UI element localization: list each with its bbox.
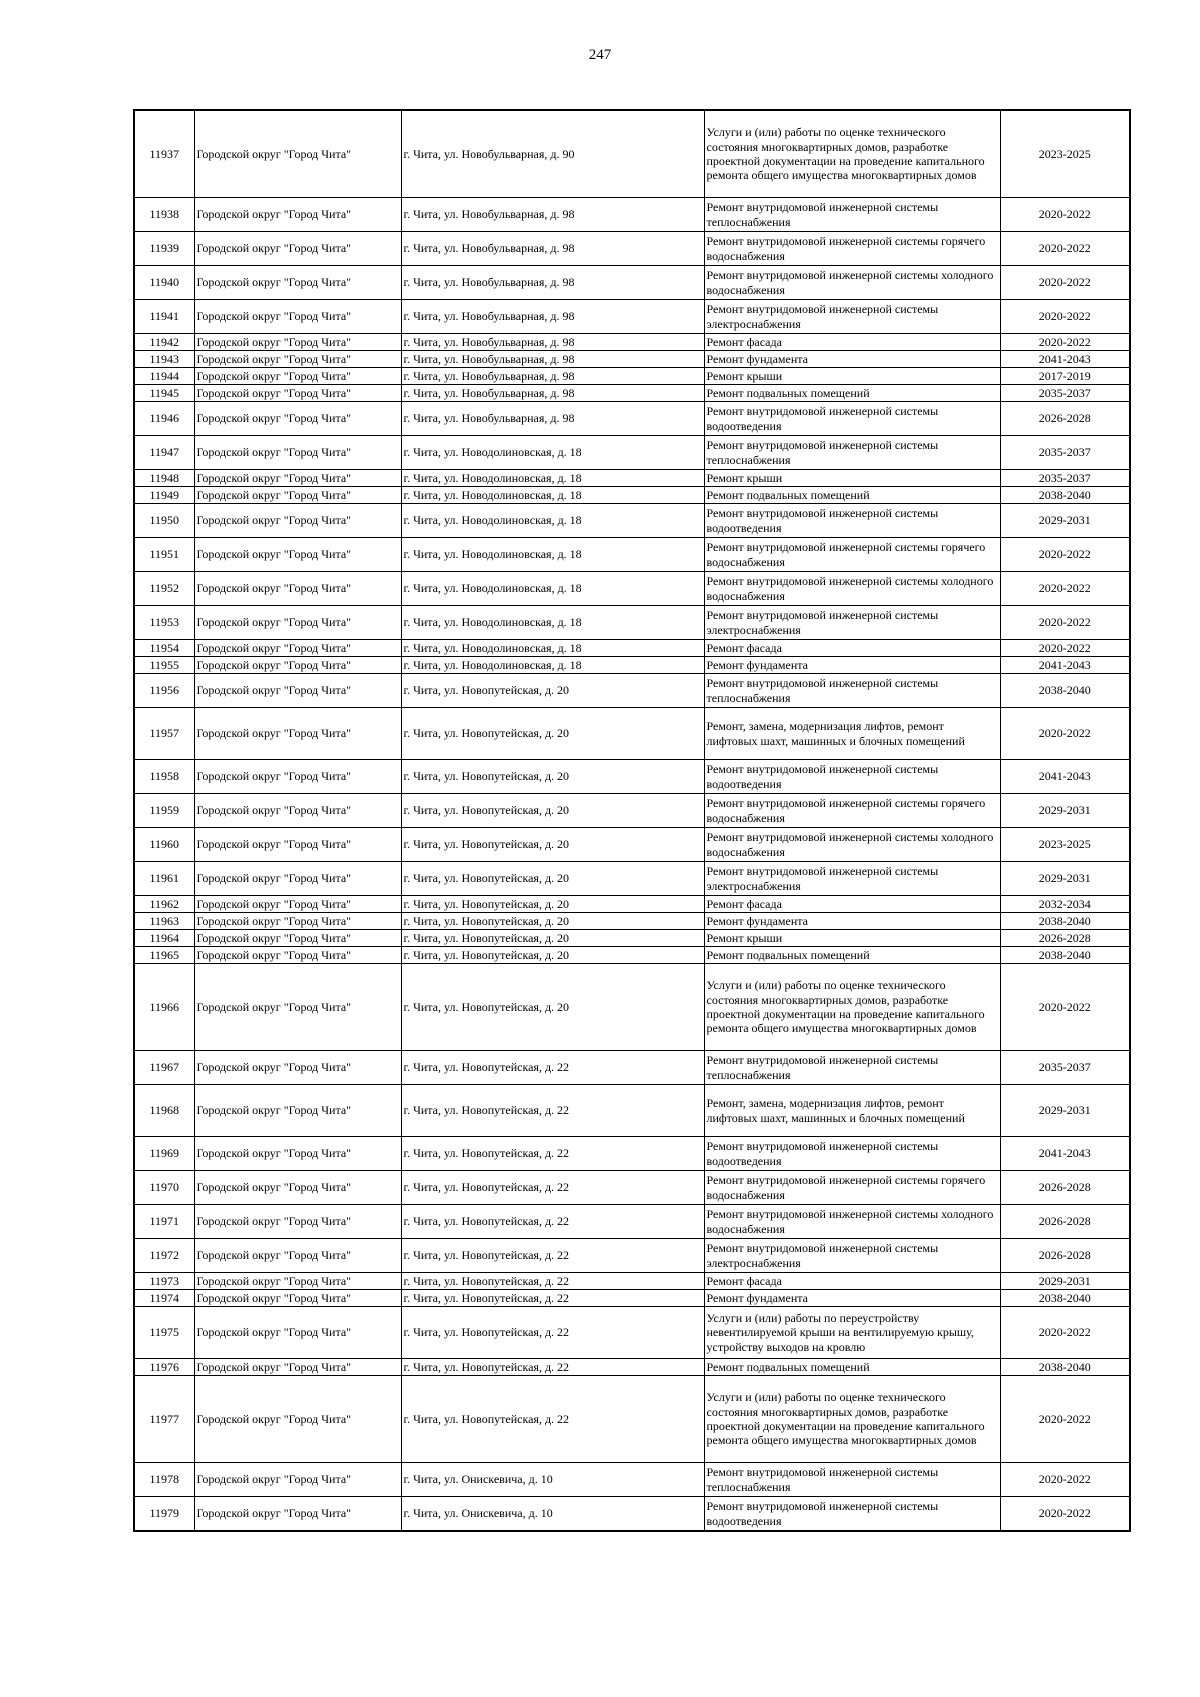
work-type-cell: Ремонт фасада	[704, 334, 1000, 351]
period-cell: 2029-2031	[1000, 504, 1130, 538]
table-row	[134, 1463, 1130, 1497]
repair-schedule-table	[133, 109, 1131, 1532]
municipality-cell: Городской округ "Город Чита"	[194, 640, 401, 657]
period-cell: 2035-2037	[1000, 436, 1130, 470]
row-number-cell: 11968	[134, 1085, 194, 1137]
row-number-cell: 11962	[134, 896, 194, 913]
municipality-cell: Городской округ "Город Чита"	[194, 300, 401, 334]
table-row	[134, 385, 1130, 402]
municipality-cell: Городской округ "Город Чита"	[194, 913, 401, 930]
address-cell: г. Чита, ул. Новобульварная, д. 98	[401, 402, 704, 436]
table-row	[134, 538, 1130, 572]
period-cell: 2041-2043	[1000, 1137, 1130, 1171]
address-cell: г. Чита, ул. Новодолиновская, д. 18	[401, 606, 704, 640]
address-cell: г. Чита, ул. Новодолиновская, д. 18	[401, 657, 704, 674]
period-cell: 2020-2022	[1000, 232, 1130, 266]
work-type-cell: Ремонт внутридомовой инженерной системы водоотведения	[704, 1137, 1000, 1171]
municipality-cell: Городской округ "Город Чита"	[194, 1085, 401, 1137]
period-cell: 2020-2022	[1000, 708, 1130, 760]
period-cell: 2020-2022	[1000, 198, 1130, 232]
work-type-cell: Ремонт внутридомовой инженерной системы теплоснабжения	[704, 1051, 1000, 1085]
table-row	[134, 334, 1130, 351]
table-row	[134, 1051, 1130, 1085]
table-row	[134, 606, 1130, 640]
table-row	[134, 1376, 1130, 1463]
municipality-cell: Городской округ "Город Чита"	[194, 1376, 401, 1463]
municipality-cell: Городской округ "Город Чита"	[194, 266, 401, 300]
period-cell: 2020-2022	[1000, 1497, 1130, 1532]
table-row	[134, 708, 1130, 760]
address-cell: г. Чита, ул. Новодолиновская, д. 18	[401, 572, 704, 606]
table-row	[134, 266, 1130, 300]
period-cell: 2035-2037	[1000, 1051, 1130, 1085]
row-number-cell: 11961	[134, 862, 194, 896]
row-number-cell: 11974	[134, 1290, 194, 1307]
row-number-cell: 11971	[134, 1205, 194, 1239]
work-type-cell: Ремонт крыши	[704, 470, 1000, 487]
municipality-cell: Городской округ "Город Чита"	[194, 487, 401, 504]
period-cell: 2020-2022	[1000, 538, 1130, 572]
row-number-cell: 11950	[134, 504, 194, 538]
row-number-cell: 11937	[134, 110, 194, 198]
municipality-cell: Городской округ "Город Чита"	[194, 1463, 401, 1497]
address-cell: г. Чита, ул. Новопутейская, д. 22	[401, 1307, 704, 1359]
period-cell: 2038-2040	[1000, 487, 1130, 504]
work-type-cell: Ремонт внутридомовой инженерной системы водоотведения	[704, 504, 1000, 538]
period-cell: 2026-2028	[1000, 402, 1130, 436]
municipality-cell: Городской округ "Город Чита"	[194, 232, 401, 266]
address-cell: г. Чита, ул. Новопутейская, д. 20	[401, 760, 704, 794]
municipality-cell: Городской округ "Город Чита"	[194, 708, 401, 760]
address-cell: г. Чита, ул. Новопутейская, д. 22	[401, 1051, 704, 1085]
address-cell: г. Чита, ул. Новопутейская, д. 22	[401, 1273, 704, 1290]
period-cell: 2020-2022	[1000, 334, 1130, 351]
address-cell: г. Чита, ул. Новобульварная, д. 90	[401, 110, 704, 198]
municipality-cell: Городской округ "Город Чита"	[194, 334, 401, 351]
row-number-cell: 11967	[134, 1051, 194, 1085]
row-number-cell: 11970	[134, 1171, 194, 1205]
municipality-cell: Городской округ "Город Чита"	[194, 198, 401, 232]
address-cell: г. Чита, ул. Новобульварная, д. 98	[401, 266, 704, 300]
address-cell: г. Чита, ул. Новопутейская, д. 20	[401, 674, 704, 708]
row-number-cell: 11976	[134, 1359, 194, 1376]
work-type-cell: Ремонт фундамента	[704, 913, 1000, 930]
municipality-cell: Городской округ "Город Чита"	[194, 1205, 401, 1239]
table-row	[134, 1307, 1130, 1359]
row-number-cell: 11942	[134, 334, 194, 351]
table-row	[134, 1290, 1130, 1307]
address-cell: г. Чита, ул. Онискевича, д. 10	[401, 1497, 704, 1532]
address-cell: г. Чита, ул. Онискевича, д. 10	[401, 1463, 704, 1497]
row-number-cell: 11945	[134, 385, 194, 402]
work-type-cell: Ремонт внутридомовой инженерной системы холодного водоснабжения	[704, 1205, 1000, 1239]
table-row	[134, 964, 1130, 1051]
row-number-cell: 11975	[134, 1307, 194, 1359]
address-cell: г. Чита, ул. Новопутейская, д. 22	[401, 1085, 704, 1137]
address-cell: г. Чита, ул. Новопутейская, д. 20	[401, 828, 704, 862]
period-cell: 2026-2028	[1000, 1239, 1130, 1273]
address-cell: г. Чита, ул. Новопутейская, д. 22	[401, 1239, 704, 1273]
municipality-cell: Городской округ "Город Чита"	[194, 572, 401, 606]
address-cell: г. Чита, ул. Новопутейская, д. 20	[401, 930, 704, 947]
municipality-cell: Городской округ "Город Чита"	[194, 436, 401, 470]
address-cell: г. Чита, ул. Новопутейская, д. 20	[401, 947, 704, 964]
table-row	[134, 862, 1130, 896]
period-cell: 2032-2034	[1000, 896, 1130, 913]
municipality-cell: Городской округ "Город Чита"	[194, 862, 401, 896]
row-number-cell: 11959	[134, 794, 194, 828]
municipality-cell: Городской округ "Город Чита"	[194, 674, 401, 708]
period-cell: 2038-2040	[1000, 913, 1130, 930]
table-row	[134, 913, 1130, 930]
period-cell: 2020-2022	[1000, 964, 1130, 1051]
row-number-cell: 11952	[134, 572, 194, 606]
municipality-cell: Городской округ "Город Чита"	[194, 368, 401, 385]
work-type-cell: Ремонт внутридомовой инженерной системы холодного водоснабжения	[704, 266, 1000, 300]
row-number-cell: 11958	[134, 760, 194, 794]
period-cell: 2029-2031	[1000, 1273, 1130, 1290]
table-row	[134, 487, 1130, 504]
work-type-cell: Услуги и (или) работы по оценке технического состояния многоквартирных домов, разработке проектной документации на проведение капитального ремонта общего имущества многоквартирных домов	[704, 964, 1000, 1051]
work-type-cell: Ремонт подвальных помещений	[704, 487, 1000, 504]
address-cell: г. Чита, ул. Новобульварная, д. 98	[401, 232, 704, 266]
work-type-cell: Ремонт подвальных помещений	[704, 1359, 1000, 1376]
address-cell: г. Чита, ул. Новопутейская, д. 20	[401, 862, 704, 896]
municipality-cell: Городской округ "Город Чита"	[194, 1497, 401, 1532]
work-type-cell: Ремонт фундамента	[704, 351, 1000, 368]
work-type-cell: Ремонт фасада	[704, 1273, 1000, 1290]
period-cell: 2017-2019	[1000, 368, 1130, 385]
municipality-cell: Городской округ "Город Чита"	[194, 760, 401, 794]
work-type-cell: Ремонт внутридомовой инженерной системы теплоснабжения	[704, 1463, 1000, 1497]
municipality-cell: Городской округ "Город Чита"	[194, 1239, 401, 1273]
row-number-cell: 11938	[134, 198, 194, 232]
work-type-cell: Ремонт внутридомовой инженерной системы горячего водоснабжения	[704, 1171, 1000, 1205]
period-cell: 2020-2022	[1000, 1307, 1130, 1359]
municipality-cell: Городской округ "Город Чита"	[194, 385, 401, 402]
address-cell: г. Чита, ул. Новопутейская, д. 22	[401, 1137, 704, 1171]
address-cell: г. Чита, ул. Новопутейская, д. 22	[401, 1376, 704, 1463]
municipality-cell: Городской округ "Город Чита"	[194, 402, 401, 436]
municipality-cell: Городской округ "Город Чита"	[194, 828, 401, 862]
work-type-cell: Ремонт внутридомовой инженерной системы электроснабжения	[704, 606, 1000, 640]
address-cell: г. Чита, ул. Новопутейская, д. 20	[401, 794, 704, 828]
work-type-cell: Ремонт внутридомовой инженерной системы водоотведения	[704, 760, 1000, 794]
table-row	[134, 1085, 1130, 1137]
municipality-cell: Городской округ "Город Чита"	[194, 351, 401, 368]
municipality-cell: Городской округ "Город Чита"	[194, 504, 401, 538]
row-number-cell: 11966	[134, 964, 194, 1051]
work-type-cell: Ремонт внутридомовой инженерной системы электроснабжения	[704, 300, 1000, 334]
row-number-cell: 11964	[134, 930, 194, 947]
period-cell: 2041-2043	[1000, 760, 1130, 794]
table-row	[134, 828, 1130, 862]
table-row	[134, 1359, 1130, 1376]
period-cell: 2020-2022	[1000, 1376, 1130, 1463]
municipality-cell: Городской округ "Город Чита"	[194, 794, 401, 828]
address-cell: г. Чита, ул. Новопутейская, д. 20	[401, 913, 704, 930]
page-number: 247	[588, 47, 612, 63]
period-cell: 2020-2022	[1000, 300, 1130, 334]
municipality-cell: Городской округ "Город Чита"	[194, 1051, 401, 1085]
work-type-cell: Ремонт, замена, модернизация лифтов, ремонт лифтовых шахт, машинных и блочных помещений	[704, 708, 1000, 760]
address-cell: г. Чита, ул. Новодолиновская, д. 18	[401, 436, 704, 470]
row-number-cell: 11954	[134, 640, 194, 657]
row-number-cell: 11969	[134, 1137, 194, 1171]
address-cell: г. Чита, ул. Новопутейская, д. 20	[401, 708, 704, 760]
table-row	[134, 572, 1130, 606]
table-row	[134, 351, 1130, 368]
period-cell: 2029-2031	[1000, 1085, 1130, 1137]
table-row	[134, 110, 1130, 198]
period-cell: 2020-2022	[1000, 266, 1130, 300]
municipality-cell: Городской округ "Город Чита"	[194, 930, 401, 947]
work-type-cell: Ремонт внутридомовой инженерной системы холодного водоснабжения	[704, 572, 1000, 606]
period-cell: 2038-2040	[1000, 1359, 1130, 1376]
address-cell: г. Чита, ул. Новобульварная, д. 98	[401, 385, 704, 402]
municipality-cell: Городской округ "Город Чита"	[194, 1171, 401, 1205]
period-cell: 2035-2037	[1000, 385, 1130, 402]
table-row	[134, 1273, 1130, 1290]
period-cell: 2029-2031	[1000, 794, 1130, 828]
period-cell: 2038-2040	[1000, 1290, 1130, 1307]
row-number-cell: 11978	[134, 1463, 194, 1497]
table-row	[134, 436, 1130, 470]
address-cell: г. Чита, ул. Новодолиновская, д. 18	[401, 640, 704, 657]
address-cell: г. Чита, ул. Новобульварная, д. 98	[401, 334, 704, 351]
table-row	[134, 930, 1130, 947]
municipality-cell: Городской округ "Город Чита"	[194, 1290, 401, 1307]
table-row	[134, 1171, 1130, 1205]
municipality-cell: Городской округ "Город Чита"	[194, 470, 401, 487]
row-number-cell: 11977	[134, 1376, 194, 1463]
row-number-cell: 11939	[134, 232, 194, 266]
address-cell: г. Чита, ул. Новодолиновская, д. 18	[401, 538, 704, 572]
table-row	[134, 368, 1130, 385]
municipality-cell: Городской округ "Город Чита"	[194, 964, 401, 1051]
address-cell: г. Чита, ул. Новодолиновская, д. 18	[401, 487, 704, 504]
work-type-cell: Ремонт внутридомовой инженерной системы теплоснабжения	[704, 674, 1000, 708]
period-cell: 2020-2022	[1000, 606, 1130, 640]
period-cell: 2029-2031	[1000, 862, 1130, 896]
table-row	[134, 198, 1130, 232]
work-type-cell: Ремонт внутридомовой инженерной системы холодного водоснабжения	[704, 828, 1000, 862]
work-type-cell: Ремонт внутридомовой инженерной системы горячего водоснабжения	[704, 538, 1000, 572]
work-type-cell: Ремонт фундамента	[704, 1290, 1000, 1307]
address-cell: г. Чита, ул. Новобульварная, д. 98	[401, 300, 704, 334]
row-number-cell: 11949	[134, 487, 194, 504]
table-row	[134, 794, 1130, 828]
address-cell: г. Чита, ул. Новопутейская, д. 22	[401, 1171, 704, 1205]
municipality-cell: Городской округ "Город Чита"	[194, 606, 401, 640]
municipality-cell: Городской округ "Город Чита"	[194, 1307, 401, 1359]
period-cell: 2020-2022	[1000, 1463, 1130, 1497]
period-cell: 2023-2025	[1000, 828, 1130, 862]
work-type-cell: Ремонт внутридомовой инженерной системы горячего водоснабжения	[704, 232, 1000, 266]
period-cell: 2038-2040	[1000, 674, 1130, 708]
work-type-cell: Ремонт внутридомовой инженерной системы водоотведения	[704, 402, 1000, 436]
table-row	[134, 470, 1130, 487]
row-number-cell: 11941	[134, 300, 194, 334]
work-type-cell: Ремонт подвальных помещений	[704, 947, 1000, 964]
table-row	[134, 657, 1130, 674]
row-number-cell: 11960	[134, 828, 194, 862]
table-row	[134, 402, 1130, 436]
address-cell: г. Чита, ул. Новобульварная, д. 98	[401, 368, 704, 385]
table-row	[134, 504, 1130, 538]
address-cell: г. Чита, ул. Новопутейская, д. 20	[401, 964, 704, 1051]
work-type-cell: Ремонт крыши	[704, 368, 1000, 385]
period-cell: 2020-2022	[1000, 640, 1130, 657]
row-number-cell: 11940	[134, 266, 194, 300]
work-type-cell: Ремонт, замена, модернизация лифтов, ремонт лифтовых шахт, машинных и блочных помещений	[704, 1085, 1000, 1137]
period-cell: 2026-2028	[1000, 1171, 1130, 1205]
period-cell: 2023-2025	[1000, 110, 1130, 198]
row-number-cell: 11973	[134, 1273, 194, 1290]
row-number-cell: 11957	[134, 708, 194, 760]
work-type-cell: Ремонт внутридомовой инженерной системы электроснабжения	[704, 862, 1000, 896]
table-row	[134, 1137, 1130, 1171]
table-row	[134, 232, 1130, 266]
work-type-cell: Ремонт внутридомовой инженерной системы водоотведения	[704, 1497, 1000, 1532]
row-number-cell: 11956	[134, 674, 194, 708]
row-number-cell: 11953	[134, 606, 194, 640]
period-cell: 2020-2022	[1000, 572, 1130, 606]
work-type-cell: Ремонт фундамента	[704, 657, 1000, 674]
address-cell: г. Чита, ул. Новопутейская, д. 20	[401, 896, 704, 913]
work-type-cell: Ремонт фасада	[704, 640, 1000, 657]
municipality-cell: Городской округ "Город Чита"	[194, 896, 401, 913]
table-row	[134, 674, 1130, 708]
work-type-cell: Ремонт внутридомовой инженерной системы горячего водоснабжения	[704, 794, 1000, 828]
row-number-cell: 11972	[134, 1239, 194, 1273]
municipality-cell: Городской округ "Город Чита"	[194, 1359, 401, 1376]
row-number-cell: 11965	[134, 947, 194, 964]
work-type-cell: Услуги и (или) работы по оценке технического состояния многоквартирных домов, разработке проектной документации на проведение капитального ремонта общего имущества многоквартирных домов	[704, 1376, 1000, 1463]
municipality-cell: Городской округ "Город Чита"	[194, 538, 401, 572]
table-row	[134, 1497, 1130, 1532]
address-cell: г. Чита, ул. Новодолиновская, д. 18	[401, 470, 704, 487]
address-cell: г. Чита, ул. Новобульварная, д. 98	[401, 351, 704, 368]
row-number-cell: 11963	[134, 913, 194, 930]
work-type-cell: Ремонт внутридомовой инженерной системы теплоснабжения	[704, 198, 1000, 232]
address-cell: г. Чита, ул. Новобульварная, д. 98	[401, 198, 704, 232]
period-cell: 2041-2043	[1000, 351, 1130, 368]
work-type-cell: Услуги и (или) работы по переустройству невентилируемой крыши на вентилируемую крышу, устройству выходов на кровлю	[704, 1307, 1000, 1359]
work-type-cell: Ремонт внутридомовой инженерной системы теплоснабжения	[704, 436, 1000, 470]
row-number-cell: 11943	[134, 351, 194, 368]
period-cell: 2035-2037	[1000, 470, 1130, 487]
row-number-cell: 11948	[134, 470, 194, 487]
table-row	[134, 300, 1130, 334]
work-type-cell: Ремонт крыши	[704, 930, 1000, 947]
table-row	[134, 1239, 1130, 1273]
period-cell: 2026-2028	[1000, 930, 1130, 947]
row-number-cell: 11979	[134, 1497, 194, 1532]
municipality-cell: Городской округ "Город Чита"	[194, 657, 401, 674]
period-cell: 2026-2028	[1000, 1205, 1130, 1239]
row-number-cell: 11947	[134, 436, 194, 470]
table-row	[134, 1205, 1130, 1239]
address-cell: г. Чита, ул. Новопутейская, д. 22	[401, 1359, 704, 1376]
address-cell: г. Чита, ул. Новопутейская, д. 22	[401, 1205, 704, 1239]
row-number-cell: 11946	[134, 402, 194, 436]
address-cell: г. Чита, ул. Новодолиновская, д. 18	[401, 504, 704, 538]
period-cell: 2038-2040	[1000, 947, 1130, 964]
municipality-cell: Городской округ "Город Чита"	[194, 1273, 401, 1290]
municipality-cell: Городской округ "Город Чита"	[194, 110, 401, 198]
address-cell: г. Чита, ул. Новопутейская, д. 22	[401, 1290, 704, 1307]
table-body	[134, 110, 1130, 1531]
work-type-cell: Ремонт фасада	[704, 896, 1000, 913]
table-row	[134, 640, 1130, 657]
row-number-cell: 11955	[134, 657, 194, 674]
table-row	[134, 947, 1130, 964]
municipality-cell: Городской округ "Город Чита"	[194, 1137, 401, 1171]
row-number-cell: 11951	[134, 538, 194, 572]
work-type-cell: Ремонт подвальных помещений	[704, 385, 1000, 402]
work-type-cell: Услуги и (или) работы по оценке технического состояния многоквартирных домов, разработке проектной документации на проведение капитального ремонта общего имущества многоквартирных домов	[704, 110, 1000, 198]
table-row	[134, 896, 1130, 913]
municipality-cell: Городской округ "Город Чита"	[194, 947, 401, 964]
period-cell: 2041-2043	[1000, 657, 1130, 674]
row-number-cell: 11944	[134, 368, 194, 385]
table-row	[134, 760, 1130, 794]
work-type-cell: Ремонт внутридомовой инженерной системы электроснабжения	[704, 1239, 1000, 1273]
